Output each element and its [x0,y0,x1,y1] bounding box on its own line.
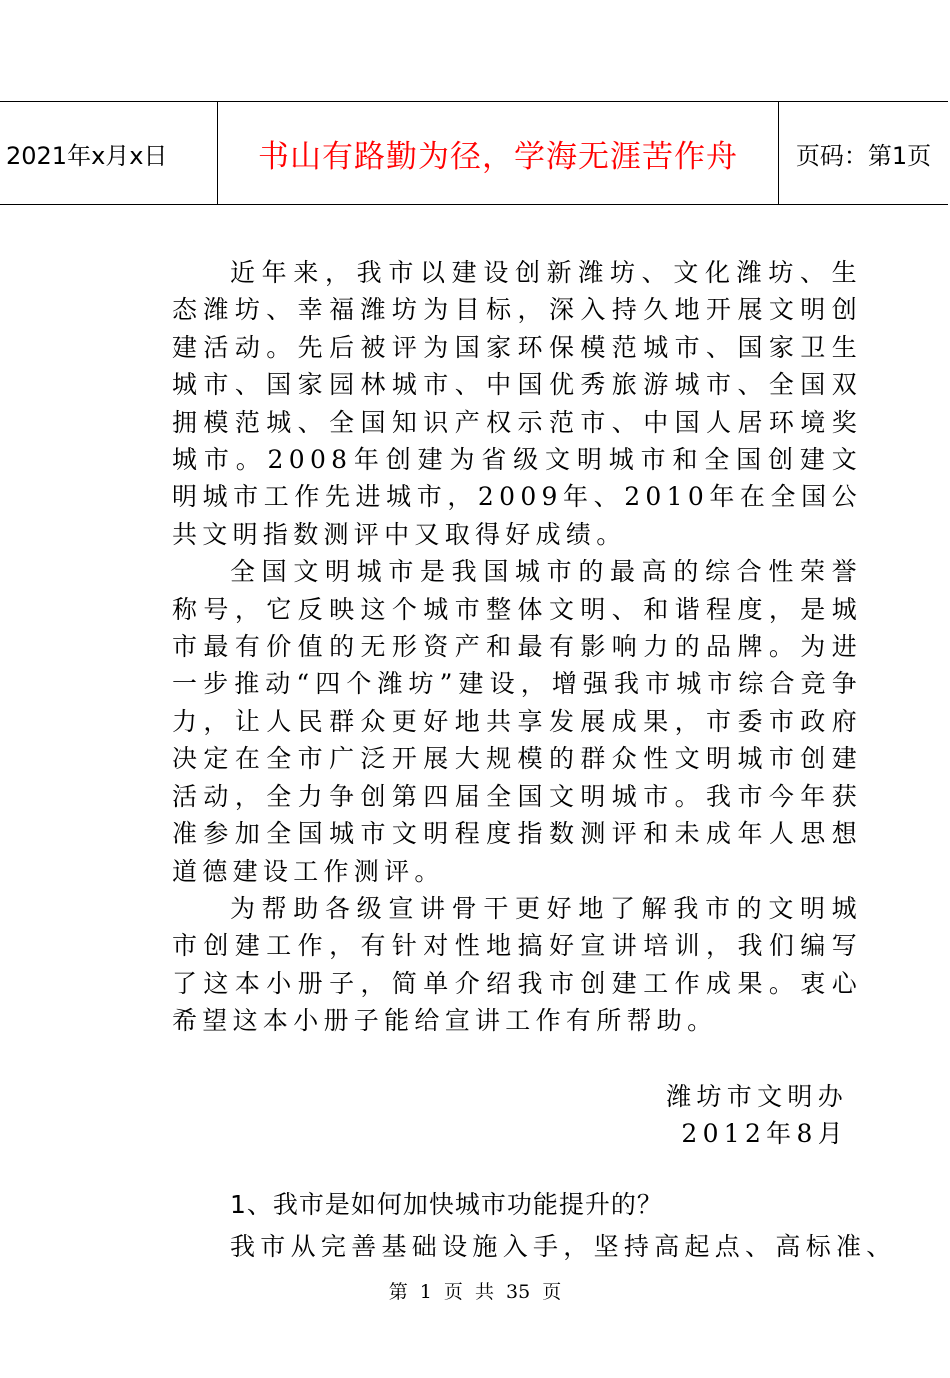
paragraph-honor: 全国文明城市是我国城市的最高的综合性荣誉称号，它反映这个城市整体文明、和谐程度，是城市最有价值的无形资产和最有影响力的品牌。为进一步推动“四个潍坊”建设，增强我市城市综合竞争力，让人民群众更好地共享发展成果，市委市政府决定在全市广泛开展大规模的群众性文明城市创建活动，全力争创第四届全国文明城市。我市今年获准参加全国城市文明程度指数测评和未成年人思想道德建设工作测评。 [172,557,862,886]
paragraph-purpose: 为帮助各级宣讲骨干更好地了解我市的文明城市创建工作，有针对性地搞好宣讲培训，我们编写了这本小册子，简单介绍我市创建工作成果。衷心希望这本小册子能给宣讲工作有所帮助。 [172,893,862,1036]
signature-date: 2012年8月 [681,1118,848,1148]
paragraph-intro: 近年来，我市以建设创新潍坊、文化潍坊、生态潍坊、幸福潍坊为目标，深入持久地开展文明创建活动。先后被评为国家环保模范城市、国家卫生城市、国家园林城市、中国优秀旅游城市、全国双拥模范城、全国知识产权示范市、中国人居环境奖城市。2008年创建为省级文明城市和全国创建文明城市工作先进城市，2009年、2010年在全国公共文明指数测评中又取得好成绩。 [172,258,862,549]
page-footer: 第 1 页 共 35 页 [388,1281,562,1303]
document-body [172,254,862,1152]
header-motto: 书山有路勤为径，学海无涯苦作舟 [218,102,779,204]
header-page-number: 页码：第1页 [795,141,932,170]
header-table [0,101,948,205]
header-date: 2021年x月x日 [0,102,218,204]
signature-org: 潍坊市文明办 [666,1081,848,1111]
section-first-line: 我市从完善基础设施入手，坚持高起点、高标准、 [230,1232,897,1261]
section-heading: 1、我市是如何加快城市功能提升的？ [230,1190,663,1219]
